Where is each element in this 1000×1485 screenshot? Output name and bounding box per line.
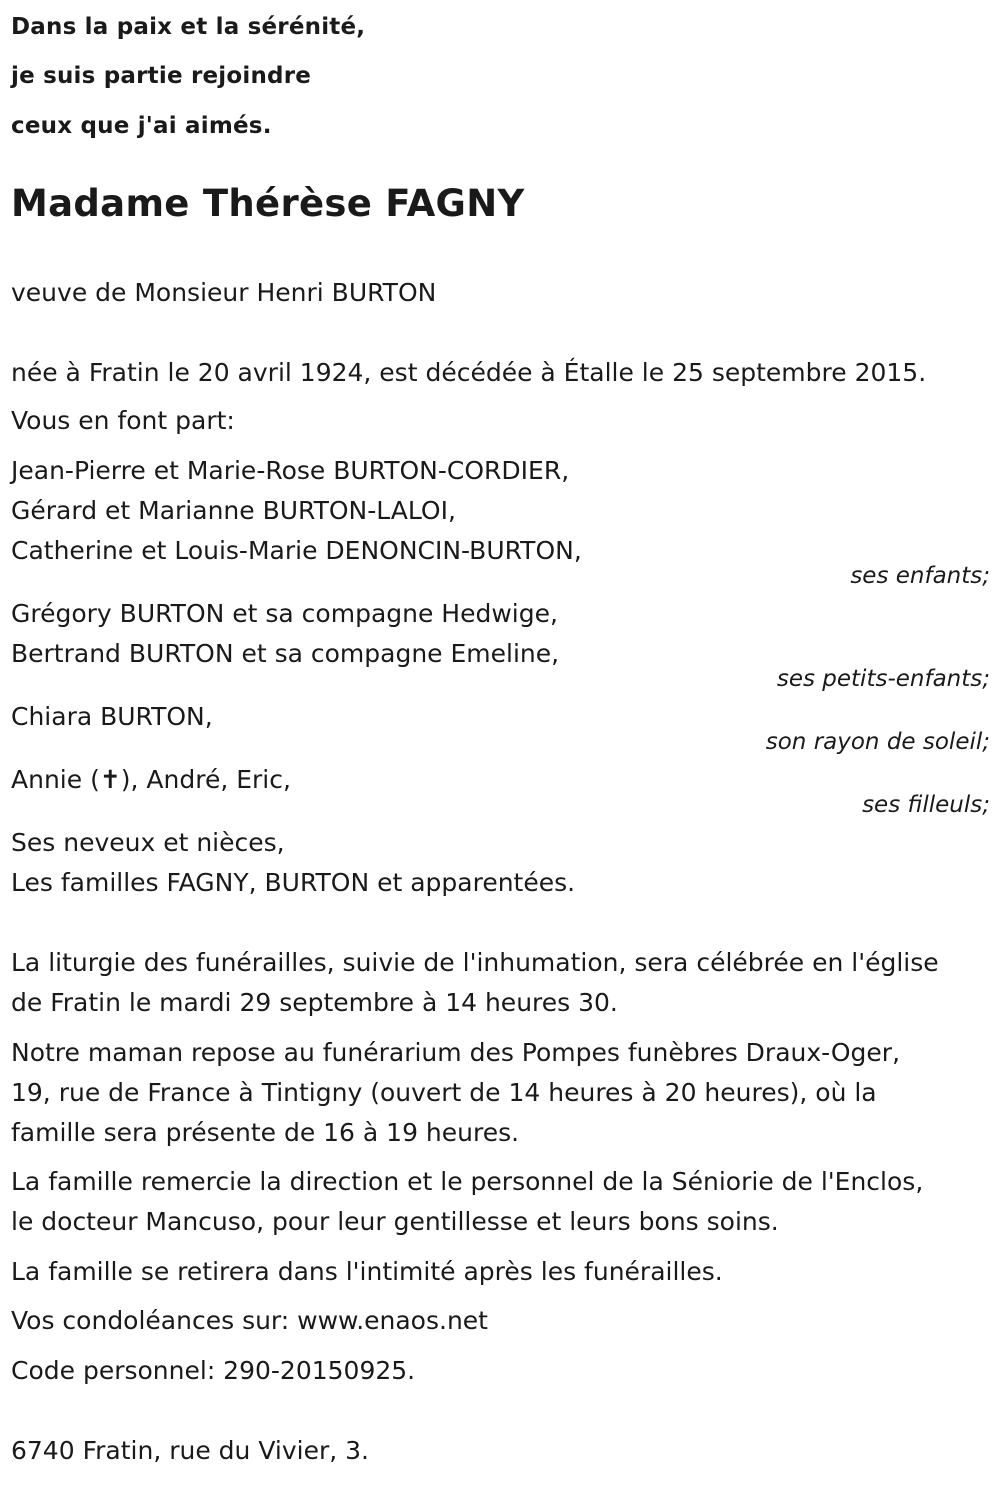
godchildren-relation: ses filleuls; xyxy=(862,792,990,818)
grandchild-line-2: Bertrand BURTON et sa compagne Emeline, xyxy=(11,639,560,668)
funerarium-line-3: famille sera présente de 16 à 19 heures. xyxy=(11,1118,520,1147)
liturgy-line-1: La liturgie des funérailles, suivie de l'inhumation, sera célébrée en l'église xyxy=(11,948,939,977)
announcement-intro: Vous en font part: xyxy=(11,406,235,435)
godchildren-line: Annie (✝), André, Eric, xyxy=(11,765,291,794)
thanks-line-2: le docteur Mancuso, pour leur gentillesse et leurs bons soins. xyxy=(11,1207,779,1236)
grandchild-line-1: Grégory BURTON et sa compagne Hedwige, xyxy=(11,599,558,628)
thanks-line-1: La famille remercie la direction et le personnel de la Séniorie de l'Enclos, xyxy=(11,1167,924,1196)
funerarium-line-1: Notre maman repose au funérarium des Pompes funèbres Draux-Oger, xyxy=(11,1038,901,1067)
privacy-line: La famille se retirera dans l'intimité après les funérailles. xyxy=(11,1257,723,1286)
personal-code-line: Code personnel: 290-20150925. xyxy=(11,1356,416,1385)
grandchildren-relation: ses petits-enfants; xyxy=(776,666,990,692)
child-line-1: Jean-Pierre et Marie-Rose BURTON-CORDIER, xyxy=(11,456,570,485)
funerarium-line-2: 19, rue de France à Tintigny (ouvert de 14 heures à 20 heures), où la xyxy=(11,1078,877,1107)
great-grandchild-line: Chiara BURTON, xyxy=(11,702,213,731)
verse-line-3: ceux que j'ai aimés. xyxy=(11,113,272,139)
other-family-line-1: Ses neveux et nièces, xyxy=(11,828,285,857)
other-family-line-2: Les familles FAGNY, BURTON et apparentées. xyxy=(11,868,576,897)
condolences-line: Vos condoléances sur: www.enaos.net xyxy=(11,1306,488,1335)
verse-line-2: je suis partie rejoindre xyxy=(11,63,312,89)
address-line: 6740 Fratin, rue du Vivier, 3. xyxy=(11,1436,369,1465)
deceased-name: Madame Thérèse FAGNY xyxy=(11,182,525,225)
birth-death-line: née à Fratin le 20 avril 1924, est décédée à Étalle le 25 septembre 2015. xyxy=(11,358,927,387)
child-line-3: Catherine et Louis-Marie DENONCIN-BURTON, xyxy=(11,536,582,565)
children-relation: ses enfants; xyxy=(850,563,990,589)
liturgy-line-2: de Fratin le mardi 29 septembre à 14 heures 30. xyxy=(11,988,618,1017)
great-grandchild-relation: son rayon de soleil; xyxy=(765,729,990,755)
spouse-line: veuve de Monsieur Henri BURTON xyxy=(11,278,437,307)
child-line-2: Gérard et Marianne BURTON-LALOI, xyxy=(11,496,456,525)
verse-line-1: Dans la paix et la sérénité, xyxy=(11,14,366,40)
